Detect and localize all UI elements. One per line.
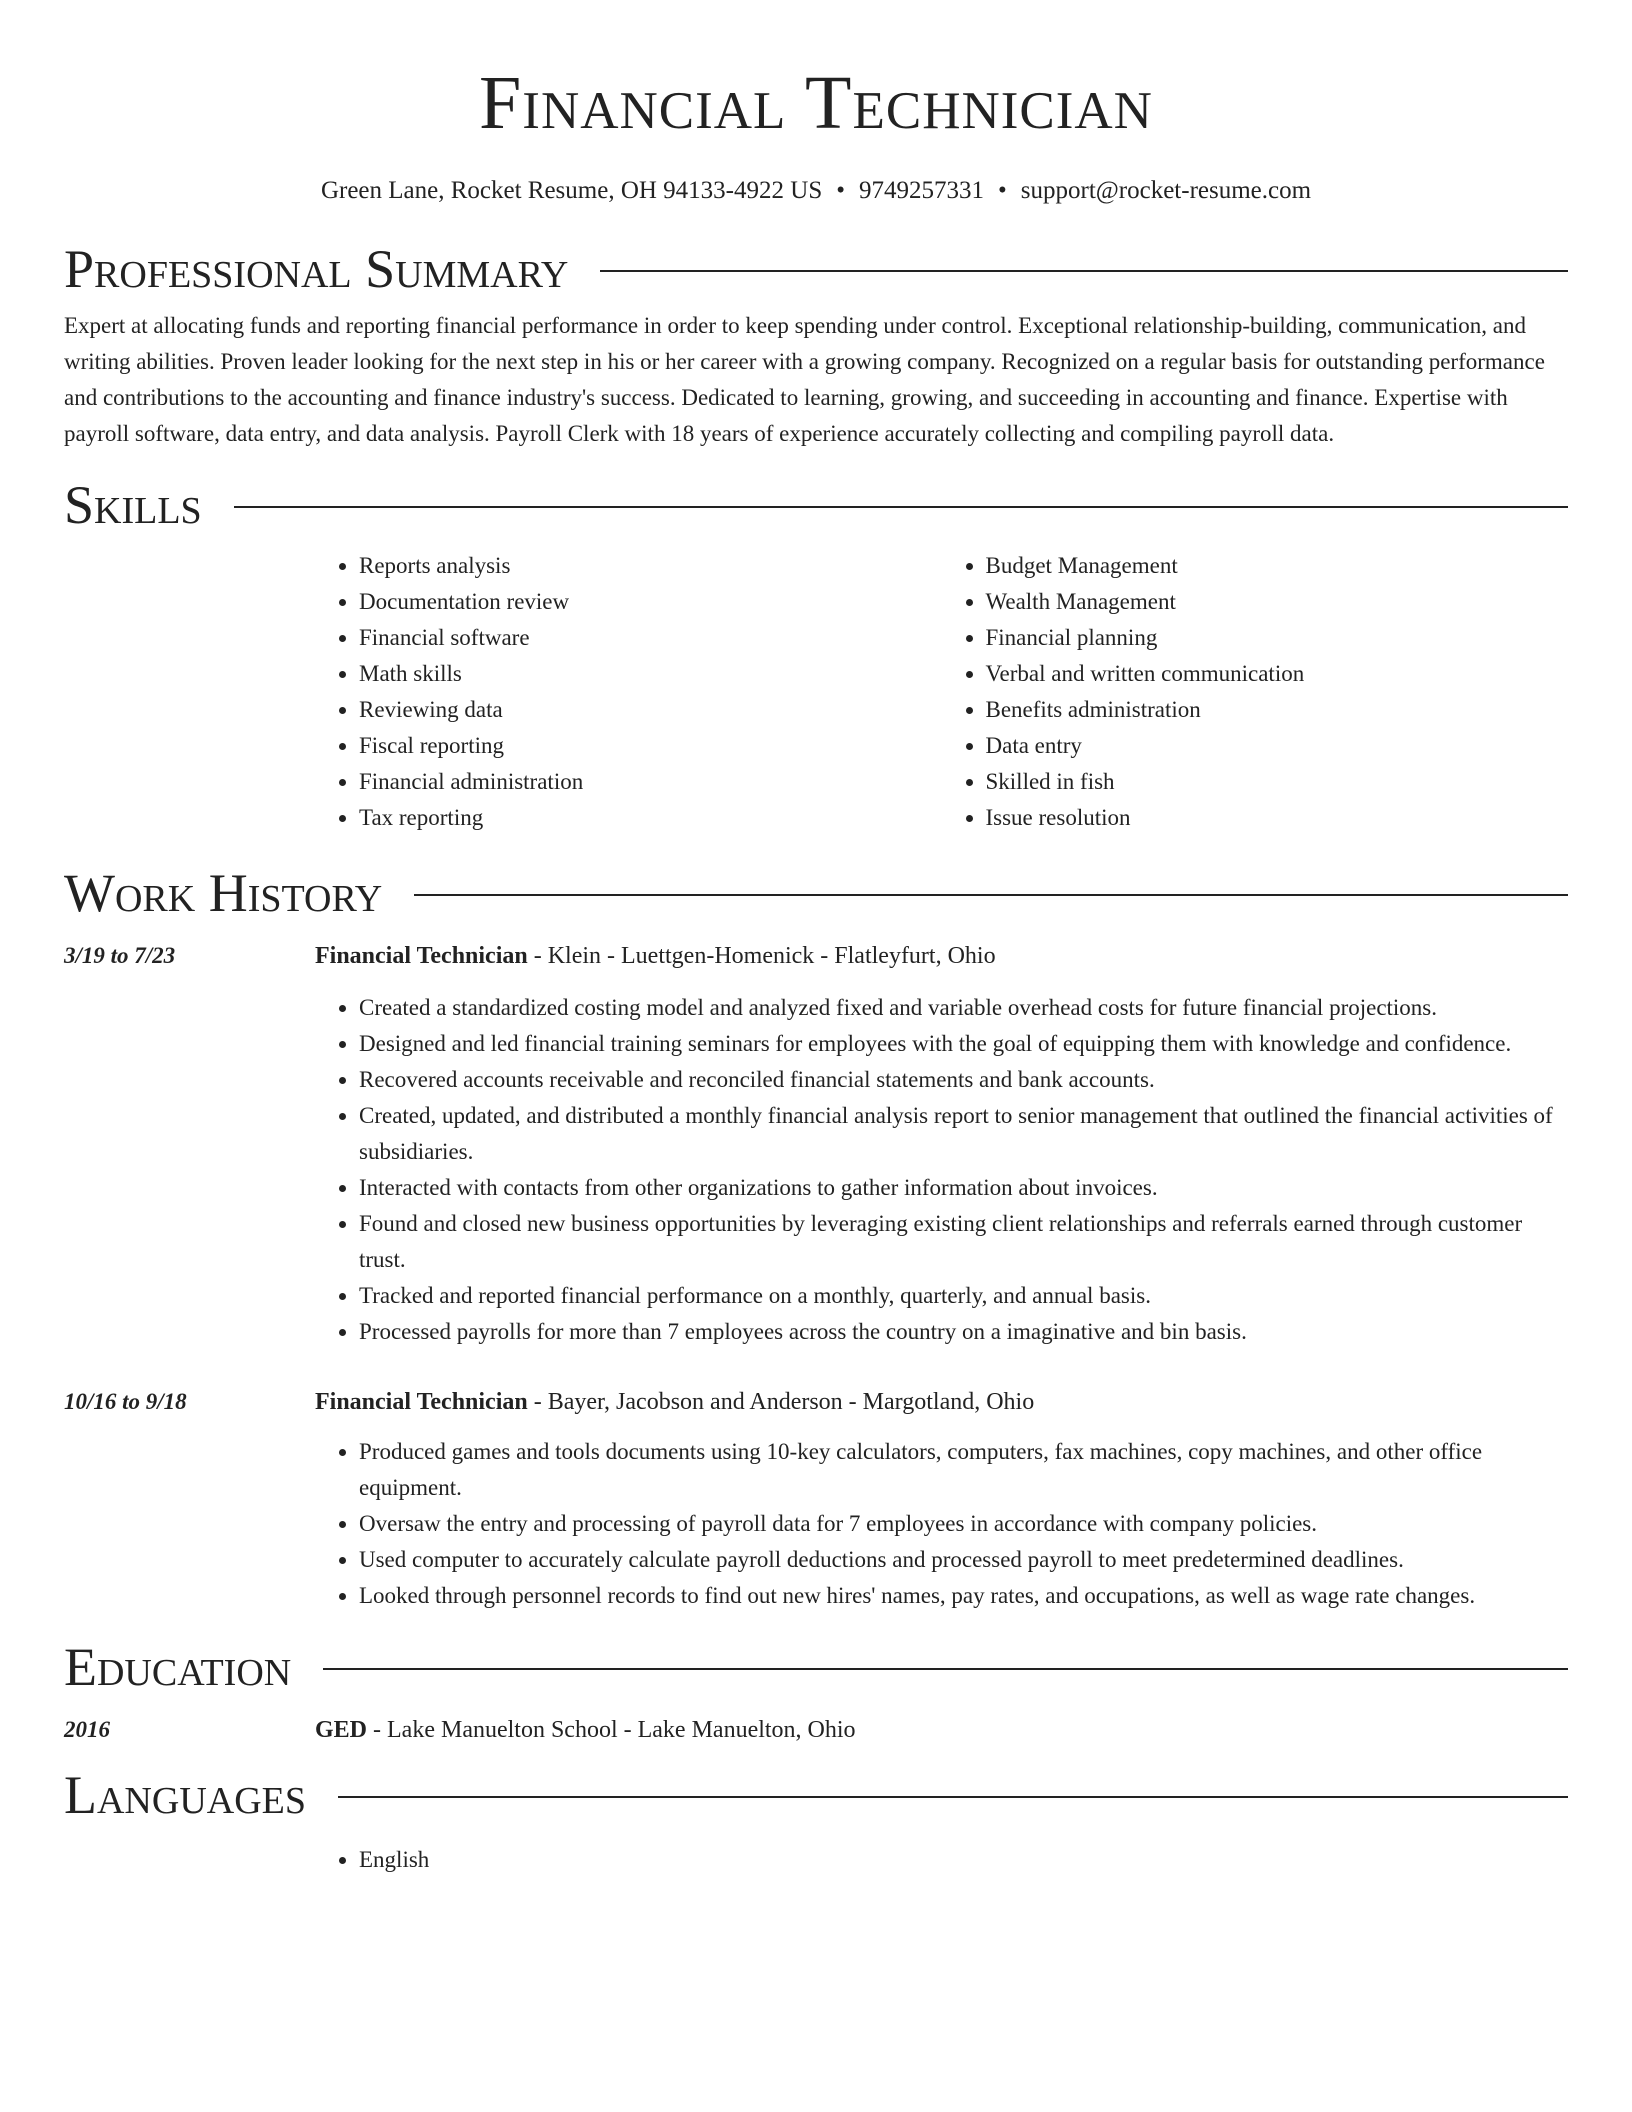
contact-separator: •: [836, 177, 845, 204]
job-bullets: [315, 990, 1568, 1350]
contact-phone: 9749257331: [859, 177, 984, 204]
summary-heading: [64, 236, 1568, 302]
section-divider: [234, 506, 1568, 508]
skill-item: • Financial administration: [359, 764, 942, 800]
education-degree: GED: [315, 1717, 368, 1743]
section-title: Professional Summary: [64, 239, 569, 299]
job-bullet: • Processed payrolls for more than 7 employees across the country on a imaginative and bin basis.: [359, 1314, 1568, 1350]
skill-item: • Benefits administration: [986, 692, 1569, 728]
job-bullet: • Recovered accounts receivable and reconciled financial statements and bank accounts.: [359, 1062, 1568, 1098]
job-employer: - Bayer, Jacobson and Anderson - Margotland, Ohio: [527, 1389, 1035, 1415]
skill-item: • Math skills: [359, 656, 942, 692]
job-bullet: • Found and closed new business opportunities by leveraging existing client relationships and referrals earned through customer trust.: [359, 1206, 1568, 1278]
language-item: • English: [359, 1842, 1568, 1878]
contact-address: Green Lane, Rocket Resume, OH 94133-4922 US: [320, 177, 823, 204]
resume-name: Financial Technician: [479, 61, 1153, 145]
job-bullet: • Produced games and tools documents using 10-key calculators, computers, fax machines, copy machines, and other office equipment.: [359, 1434, 1568, 1506]
summary-text: Expert at allocating funds and reporting financial performance in order to keep spending under control. Exceptional relationship-building, communication, and writing abilities. Proven leader looking for the next step in his or her career with a growing company. Recognized on a regular basis for outstanding performance and contributions to the accounting and finance industry's success. Dedicated to learning, growing, and succeeding in accounting and finance. Expertise with payroll software, data entry, and data analysis. Payroll Clerk with 18 years of experience accurately collecting and compiling payroll data.: [64, 313, 1545, 446]
skill-item: • Data entry: [986, 728, 1569, 764]
job-title: Financial Technician: [315, 943, 528, 969]
job-bullet: • Created, updated, and distributed a monthly financial analysis report to senior management that outlined the financial activities of subsidiaries.: [359, 1098, 1568, 1170]
skill-item: • Issue resolution: [986, 800, 1569, 836]
education-entry: [64, 1712, 1568, 1748]
contact-separator: •: [998, 177, 1007, 204]
skill-item: • Wealth Management: [986, 584, 1569, 620]
skill-item: • Fiscal reporting: [359, 728, 942, 764]
skills-list-left: [315, 548, 942, 836]
job-title-line: [315, 1384, 1568, 1420]
job-dates: 3/19 to 7/23: [64, 943, 176, 968]
job-title: Financial Technician: [315, 1389, 528, 1415]
education-heading: [64, 1634, 1568, 1700]
section-title: Languages: [64, 1765, 306, 1825]
job-body: [315, 938, 1568, 1350]
education-body: [315, 1712, 1568, 1748]
job-bullet: • Designed and led financial training seminars for employees with the goal of equipping them with knowledge and confidence.: [359, 1026, 1568, 1062]
job-entry: [64, 938, 1568, 1350]
education-year: 2016: [64, 1717, 110, 1742]
skill-item: • Verbal and written communication: [986, 656, 1569, 692]
job-bullet: • Looked through personnel records to find out new hires' names, pay rates, and occupations, as well as wage rate changes.: [359, 1578, 1568, 1614]
job-bullet: • Tracked and reported financial performance on a monthly, quarterly, and annual basis.: [359, 1278, 1568, 1314]
section-title: Skills: [64, 475, 202, 535]
skill-item: • Tax reporting: [359, 800, 942, 836]
skills-section: [64, 472, 1568, 836]
languages-heading: [64, 1762, 1568, 1828]
section-divider: [414, 894, 1568, 896]
work-heading: [64, 860, 1568, 926]
job-entry: [64, 1384, 1568, 1614]
job-dates: 10/16 to 9/18: [64, 1389, 187, 1414]
skill-item: • Reviewing data: [359, 692, 942, 728]
contact-email: support@rocket-resume.com: [1020, 177, 1312, 204]
education-section: [64, 1634, 1568, 1748]
skills-columns: [315, 548, 1568, 836]
section-title: Education: [64, 1637, 292, 1697]
contact-line: [64, 176, 1568, 206]
section-title: Work History: [64, 863, 383, 923]
job-employer: - Klein - Luettgen-Homenick - Flatleyfurt, Ohio: [527, 943, 996, 969]
education-line: [315, 1712, 1568, 1748]
skill-item: • Skilled in fish: [986, 764, 1569, 800]
section-divider: [600, 270, 1568, 272]
job-bullet: • Oversaw the entry and processing of payroll data for 7 employees in accordance with company policies.: [359, 1506, 1568, 1542]
job-title-line: [315, 938, 1568, 974]
languages-list: [315, 1842, 1568, 1878]
job-bullets: [315, 1434, 1568, 1614]
work-section: [64, 860, 1568, 1614]
education-school: - Lake Manuelton School - Lake Manuelton, Ohio: [367, 1717, 856, 1743]
job-body: [315, 1384, 1568, 1614]
skills-heading: [64, 472, 1568, 538]
languages-section: [64, 1762, 1568, 1878]
job-bullet: • Interacted with contacts from other organizations to gather information about invoices.: [359, 1170, 1568, 1206]
skill-item: • Financial planning: [986, 620, 1569, 656]
summary-section: [64, 236, 1568, 452]
section-divider: [323, 1668, 1568, 1670]
skill-item: • Budget Management: [986, 548, 1569, 584]
job-bullet: • Created a standardized costing model and analyzed fixed and variable overhead costs for future financial projections.: [359, 990, 1568, 1026]
skill-item: • Reports analysis: [359, 548, 942, 584]
skills-list-right: [942, 548, 1569, 836]
section-divider: [338, 1796, 1568, 1798]
job-bullet: • Used computer to accurately calculate payroll deductions and processed payroll to meet predetermined deadlines.: [359, 1542, 1568, 1578]
skill-item: • Documentation review: [359, 584, 942, 620]
skill-item: • Financial software: [359, 620, 942, 656]
